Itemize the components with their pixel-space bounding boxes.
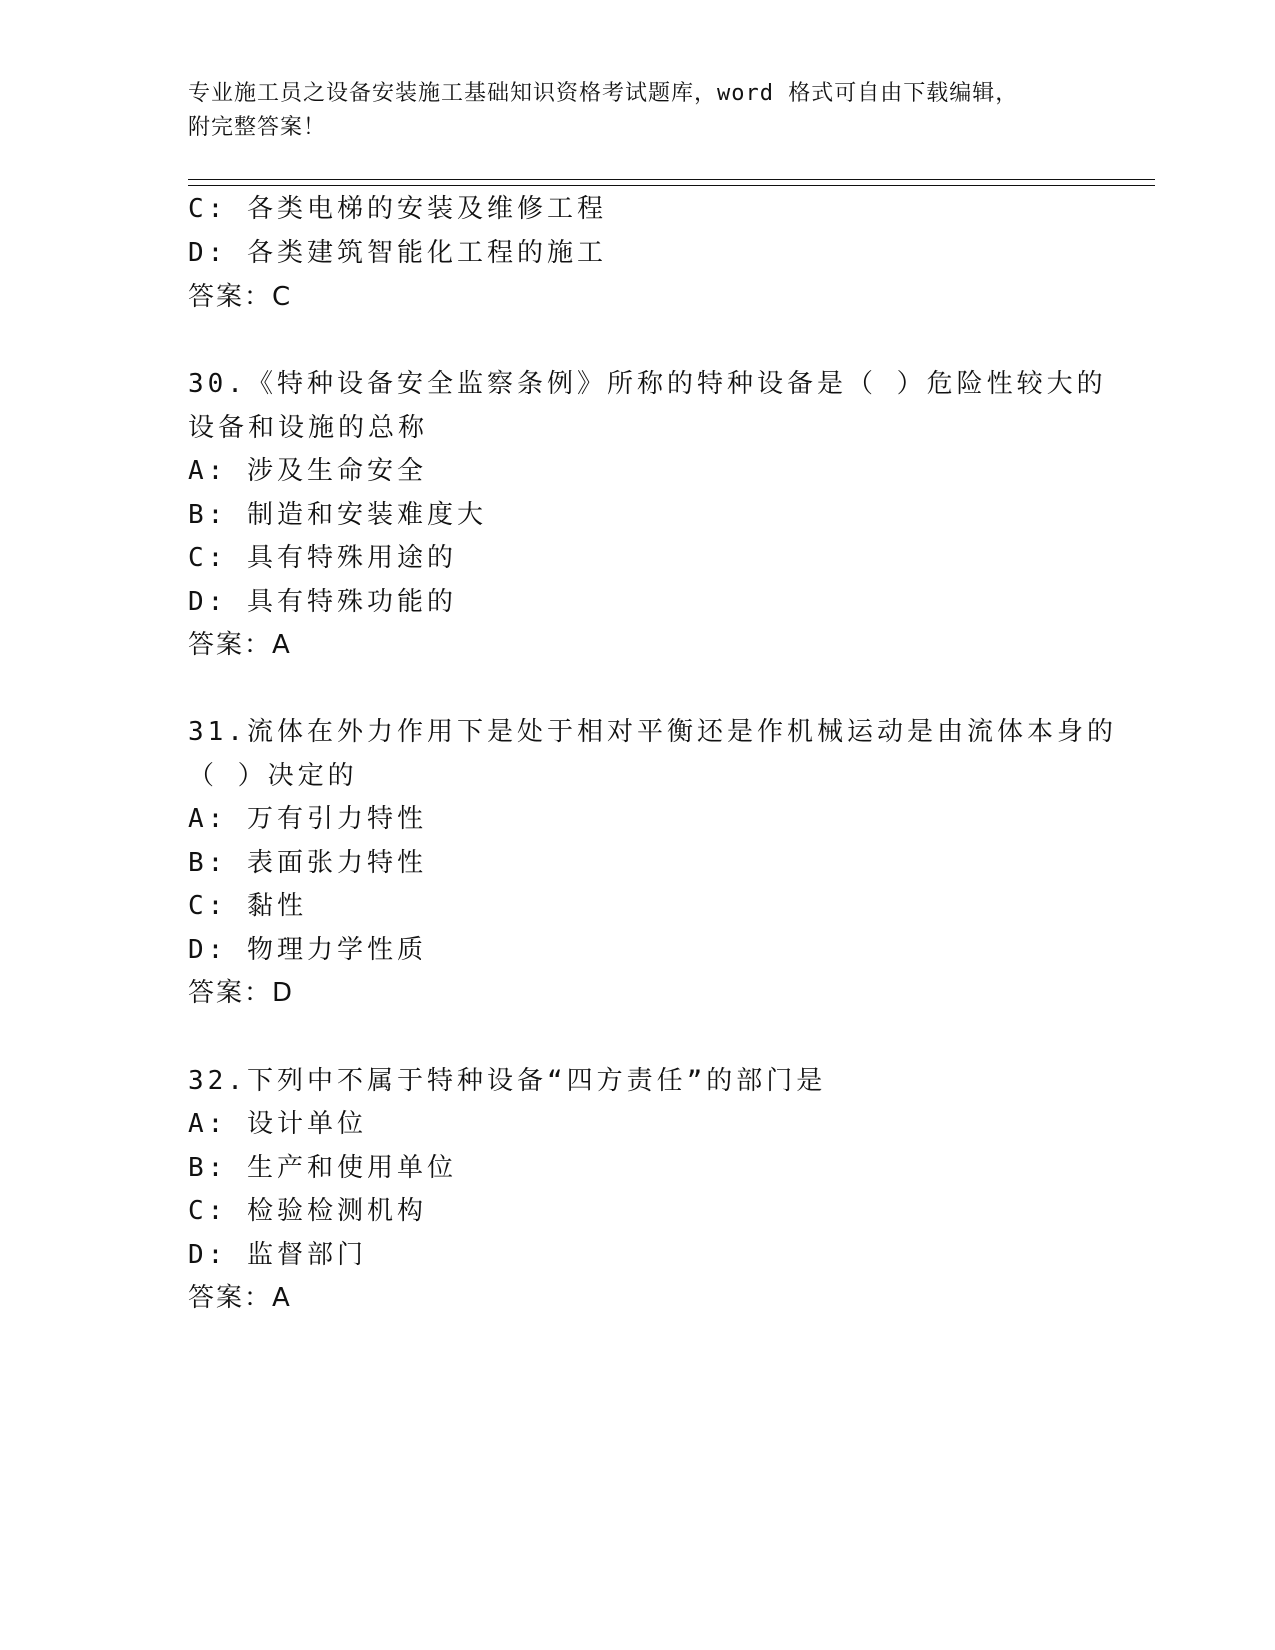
answer-q30: 答案：A xyxy=(188,630,292,660)
option-c-q31: C: 黏性 xyxy=(188,891,307,921)
option-a-q30: A: 涉及生命安全 xyxy=(188,456,427,486)
option-d-q29: D: 各类建筑智能化工程的施工 xyxy=(188,238,607,268)
header-divider-bottom xyxy=(188,185,1155,186)
option-d-q30: D: 具有特殊功能的 xyxy=(188,587,457,617)
question-32: 32.下列中不属于特种设备“四方责任”的部门是 xyxy=(188,1066,827,1096)
option-a-q31: A: 万有引力特性 xyxy=(188,804,427,834)
header-line-2: 附完整答案！ xyxy=(188,115,327,140)
answer-q31: 答案：D xyxy=(188,978,295,1008)
option-d-q32: D: 监督部门 xyxy=(188,1240,367,1270)
option-a-q32: A: 设计单位 xyxy=(188,1109,367,1139)
answer-q32: 答案：A xyxy=(188,1283,292,1313)
option-c-q30: C: 具有特殊用途的 xyxy=(188,543,457,573)
option-b-q30: B: 制造和安装难度大 xyxy=(188,500,487,530)
option-b-q32: B: 生产和使用单位 xyxy=(188,1153,457,1183)
question-31-line-2: （ ）决定的 xyxy=(188,761,358,791)
option-c-q32: C: 检验检测机构 xyxy=(188,1196,427,1226)
question-30-line-2: 设备和设施的总称 xyxy=(188,413,429,443)
question-31-line-1: 31.流体在外力作用下是处于相对平衡还是作机械运动是由流体本身的 xyxy=(188,717,1117,747)
option-b-q31: B: 表面张力特性 xyxy=(188,848,427,878)
header-line-1: 专业施工员之设备安装施工基础知识资格考试题库，word 格式可自由下载编辑， xyxy=(188,81,1019,106)
question-30-line-1: 30.《特种设备安全监察条例》所称的特种设备是（ ）危险性较大的 xyxy=(188,369,1107,399)
option-c-q29: C: 各类电梯的安装及维修工程 xyxy=(188,194,607,224)
header-divider-top xyxy=(188,179,1155,180)
answer-q29: 答案：C xyxy=(188,282,293,312)
option-d-q31: D: 物理力学性质 xyxy=(188,935,427,965)
